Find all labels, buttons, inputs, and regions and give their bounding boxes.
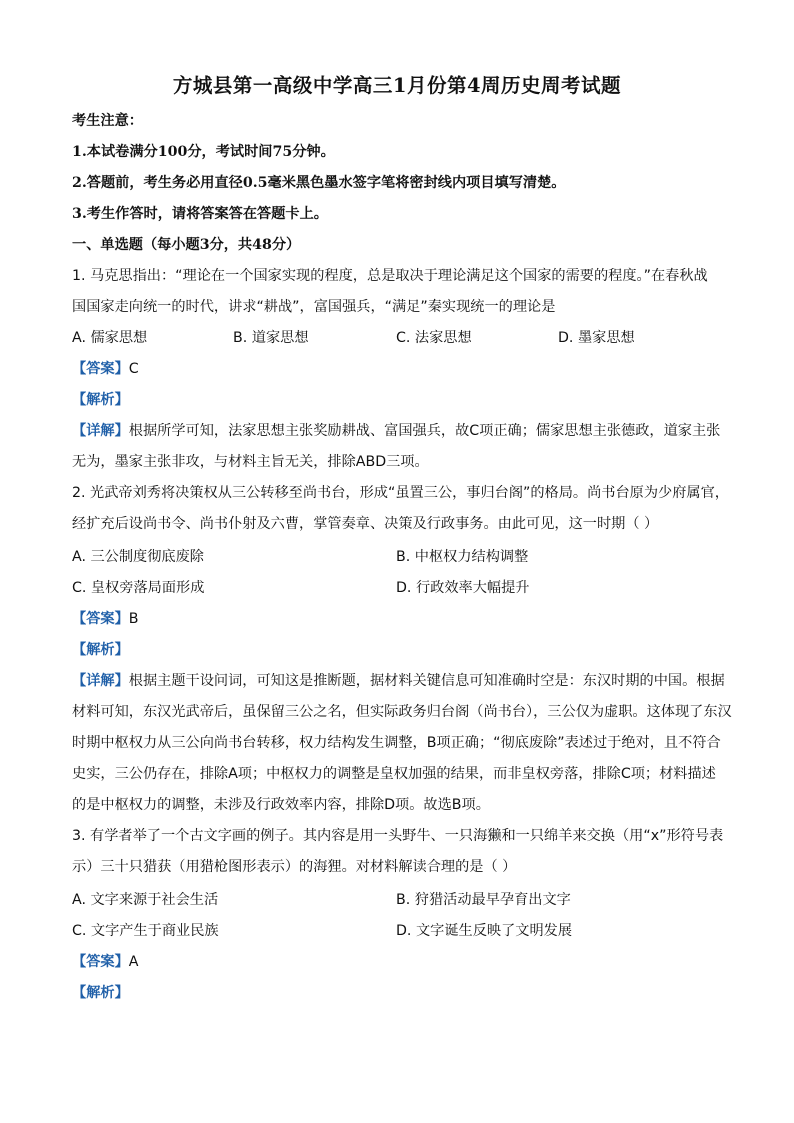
q3-stem-line-1: 3. 有学者举了一个古文字画的例子。其内容是用一头野牛、一只海獭和一只绵羊来交换（用“x”形符号表 <box>72 828 724 844</box>
q3-option-c: C. 文字产生于商业民族 <box>72 923 219 939</box>
q3-answer <box>72 951 732 971</box>
q3-stem-line-2: 示）三十只猎获（用猎枪图形表示）的海狸。对材料解读合理的是（ ） <box>72 859 517 875</box>
q3-answer-value: A <box>128 954 139 970</box>
q3-option-b: B. 狩猎活动最早孕育出文字 <box>396 892 571 908</box>
answer-label: 【答案】 <box>72 954 129 970</box>
q1-answer <box>72 358 732 378</box>
q3-option-d: D. 文字诞生反映了文明发展 <box>396 923 573 939</box>
q3-option-a: A. 文字来源于社会生活 <box>72 892 219 908</box>
q1-stem-line-2: 国国家走向统一的时代，讲求“耕战”，富国强兵，“满足”秦实现统一的理论是 <box>72 299 556 315</box>
q2-option-a: A. 三公制度彻底废除 <box>72 549 204 565</box>
q2-detail-line-5: 的是中枢权力的调整，未涉及行政效率内容，排除D项。故选B项。 <box>72 797 490 813</box>
q2-analysis-label: 【解析】 <box>72 642 129 658</box>
q1-detail-line-2: 无为，墨家主张非攻，与材料主旨无关，排除ABD三项。 <box>72 454 429 470</box>
q3-analysis-label: 【解析】 <box>72 985 129 1001</box>
q1-option-c: C. 法家思想 <box>396 330 472 346</box>
q1-analysis-label: 【解析】 <box>72 392 129 408</box>
answer-label: 【答案】 <box>72 611 129 627</box>
q2-detail-line-3: 时期中枢权力从三公向尚书台转移，权力结构发生调整，B项正确；“彻底废除”表述过于绝对，且不符合 <box>72 735 721 751</box>
q1-option-d: D. 墨家思想 <box>558 330 635 346</box>
q1-option-b: B. 道家思想 <box>233 330 309 346</box>
notice-heading: 考生注意： <box>72 113 143 129</box>
q2-answer-value: B <box>128 611 139 627</box>
notice-item-1: 1.本试卷满分100分，考试时间75分钟。 <box>72 144 335 160</box>
answer-label: 【答案】 <box>72 361 129 377</box>
q2-option-d: D. 行政效率大幅提升 <box>396 580 530 596</box>
notice-item-2: 2.答题前，考生务必用直径0.5毫米黑色墨水签字笔将密封线内项目填写清楚。 <box>72 175 566 191</box>
page-title: 方城县第一高级中学高三1月份第4周历史周考试题 <box>172 74 622 97</box>
q1-stem-line-1: 1. 马克思指出：“理论在一个国家实现的程度，总是取决于理论满足这个国家的需要的程度。”在春秋战 <box>72 268 708 284</box>
q2-detail-line-2: 材料可知，东汉光武帝后，虽保留三公之名，但实际政务归台阁（尚书台），三公仅为虚职。这体现了东汉 <box>72 704 732 720</box>
q1-answer-value: C <box>128 361 139 377</box>
q1-option-a: A. 儒家思想 <box>72 330 148 346</box>
q2-stem-line-1: 2. 光武帝刘秀将决策权从三公转移至尚书台，形成“虽置三公，事归台阁”的格局。尚书台原为少府属官， <box>72 485 729 501</box>
q2-stem-line-2: 经扩充后设尚书令、尚书仆射及六曹，掌管奏章、决策及行政事务。由此可见，这一时期（ ） <box>72 516 659 532</box>
q1-detail-line-1: 【详解】根据所学可知，法家思想主张奖励耕战、富国强兵，故C项正确；儒家思想主张德政，道家主张 <box>72 423 721 439</box>
q2-detail-line-1: 【详解】根据主题干设问词，可知这是推断题，据材料关键信息可知准确时空是：东汉时期的中国。根据 <box>72 673 725 689</box>
q2-answer <box>72 608 732 628</box>
notice-item-3: 3.考生作答时，请将答案答在答题卡上。 <box>72 206 328 222</box>
q2-option-c: C. 皇权旁落局面形成 <box>72 580 205 596</box>
q2-option-b: B. 中枢权力结构调整 <box>396 549 529 565</box>
section-heading: 一、单选题（每小题3分，共48分） <box>72 237 301 253</box>
q2-detail-line-4: 史实，三公仍存在，排除A项；中枢权力的调整是皇权加强的结果，而非皇权旁落，排除C项；材料描述 <box>72 766 716 782</box>
